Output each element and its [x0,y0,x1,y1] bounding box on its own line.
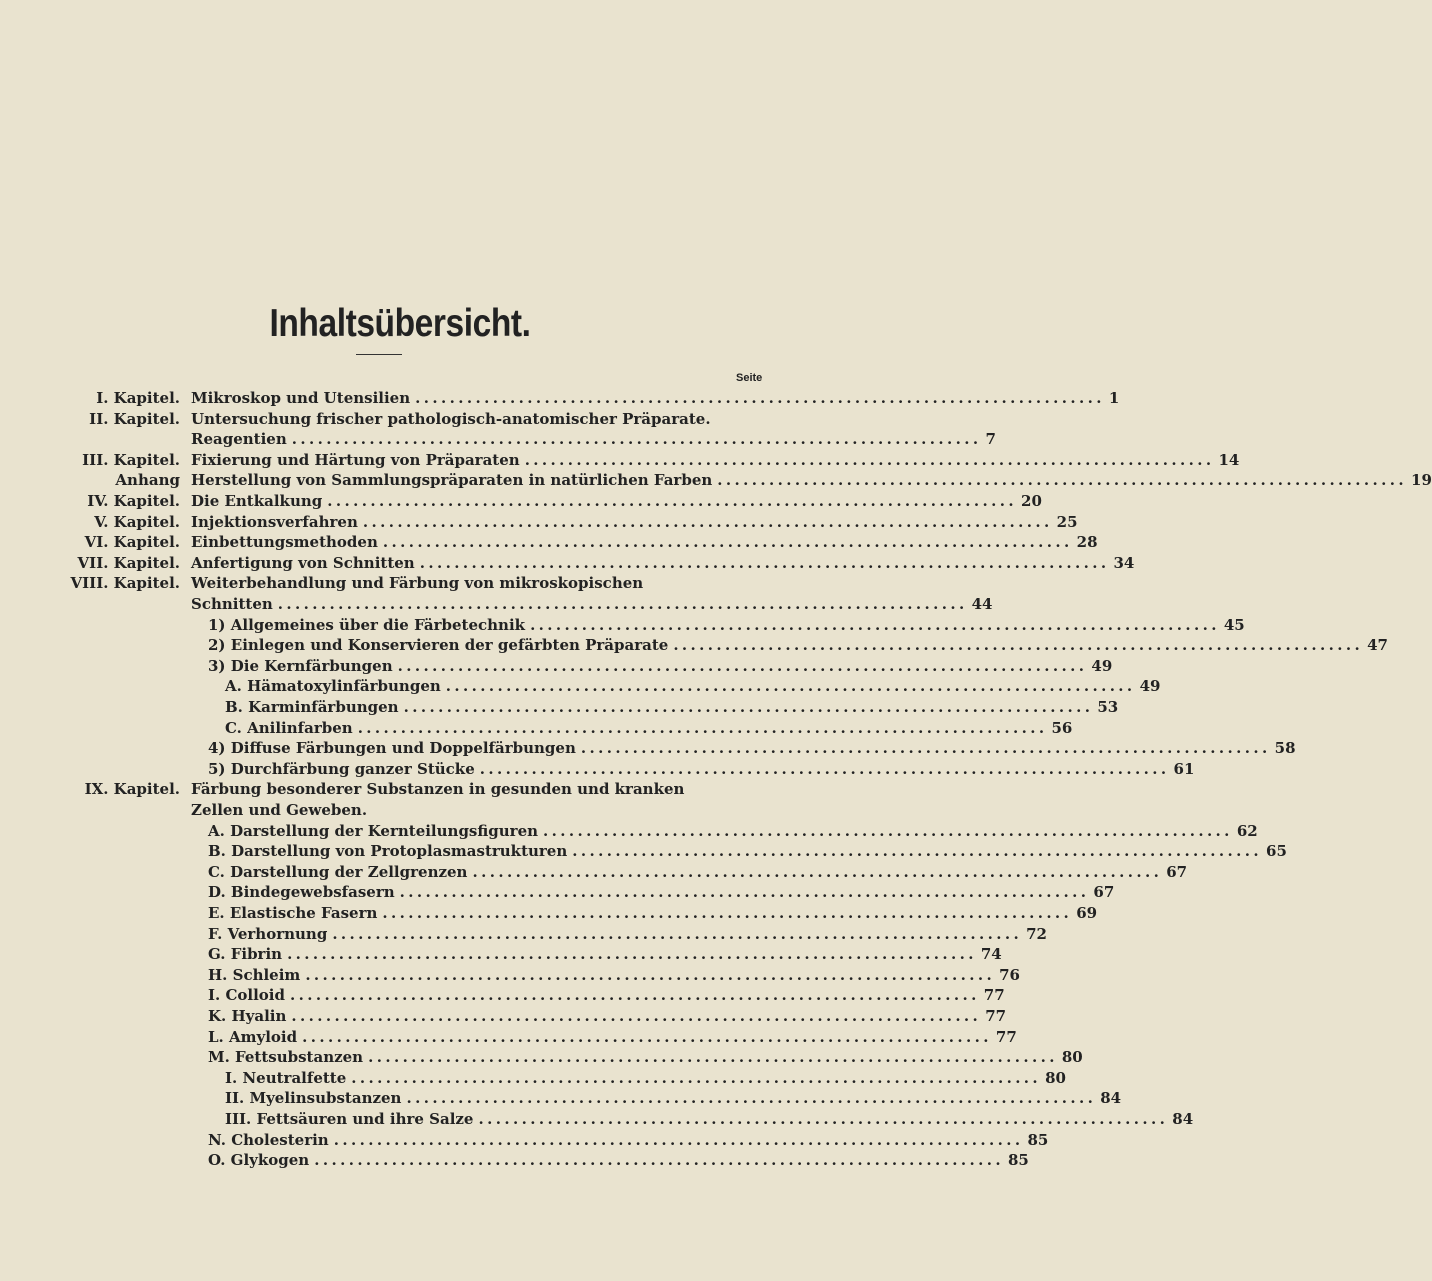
toc-page-number: 76 [999,965,1020,984]
toc-entry-title: G. Fibrin [208,945,283,964]
toc-page-number: 69 [1076,904,1098,922]
toc-row [0,759,1195,779]
toc-entry-title: C. Darstellung der Zellgrenzen [208,862,468,881]
toc-page-number: 25 [1056,512,1078,531]
toc-leader-dots: ................................................................................ [478,1110,1169,1128]
toc-entry-title: Reagentien [191,430,287,449]
toc-page-number: 74 [980,945,1002,964]
toc-entry-title: K. Hyalin [208,1007,287,1025]
toc-page-number: 77 [995,1027,1017,1046]
toc-entry-title: Fixierung und Härtung von Präparaten [191,450,520,469]
toc-chapter-label: Anhang [115,471,180,490]
toc-leader-dots: ................................................................................ [717,471,1408,490]
toc-page-number: 72 [1026,924,1047,943]
toc-leader-dots: ................................................................................ [287,945,977,964]
toc-entry-title: Untersuchung frischer pathologisch-anatomischer Präparate. [191,409,711,428]
toc-row [0,470,1432,490]
toc-entry-title: I. Neutralfette [225,1068,347,1087]
toc-leader-dots: ................................................................................ [327,492,1018,510]
toc-page-number: 67 [1093,883,1115,902]
toc-leader-dots: ................................................................................ [399,883,1090,902]
toc-leader-dots: ................................................................................ [291,430,982,449]
toc-leader-dots: ................................................................................ [382,533,1073,552]
toc-page-number: 1 [1108,389,1120,407]
toc-entry-title: III. Fettsäuren und ihre Salze [225,1110,474,1128]
toc-page-number: 80 [1061,1048,1083,1067]
toc-row [0,800,800,820]
toc-entry-title: F. Verhornung [208,924,328,943]
toc-leader-dots: ................................................................................ [357,718,1048,737]
toc-row [0,615,1245,635]
toc-row [0,882,1115,902]
toc-leader-dots: ................................................................................ [406,1089,1097,1108]
toc-entry-title: I. Colloid [208,986,285,1005]
toc-row [0,429,996,449]
toc-chapter-label: I. Kapitel. [96,389,180,407]
toc-leader-dots: ................................................................................ [302,1027,992,1046]
toc-leader-dots: ................................................................................ [580,739,1271,758]
toc-entry-title: Injektionsverfahren [191,512,358,531]
toc-leader-dots: ................................................................................ [305,965,996,984]
toc-entry-title: A. Hämatoxylinfärbungen [225,677,441,696]
toc-entry-title: Herstellung von Sammlungspräparaten in natürlichen Farben [191,471,713,490]
toc-entry-title: Färbung besonderer Substanzen in gesunden und kranken [191,780,685,799]
toc-row [0,491,1042,511]
toc-leader-dots: ................................................................................ [291,1007,982,1025]
toc-entry-title: 4) Diffuse Färbungen und Doppelfärbungen [208,739,576,758]
toc-page-number: 49 [1139,677,1161,696]
toc-row [0,697,1119,717]
toc-chapter-label: V. Kapitel. [94,512,180,531]
toc-row [0,965,1020,985]
page-column-label: Seite [736,372,763,384]
page-title: Inhaltsübersicht. [269,302,531,345]
toc-row [0,821,1258,841]
toc-leader-dots: ................................................................................ [332,924,1023,943]
toc-entry-title: Einbettungsmethoden [191,533,378,552]
toc-page-number: 77 [985,1007,1007,1025]
toc-row [0,676,1161,696]
toc-page-number: 62 [1236,821,1258,840]
toc-leader-dots: ................................................................................ [368,1048,1058,1067]
toc-page-number: 65 [1266,842,1287,861]
toc-row [0,1150,1029,1170]
toc-row [0,1027,1017,1047]
toc-page-number: 19 [1411,471,1432,490]
toc-row [0,1088,1122,1108]
toc-chapter-label: VIII. Kapitel. [70,574,180,593]
toc-page-number: 84 [1172,1110,1194,1128]
toc-row [0,553,1135,573]
toc-leader-dots: ................................................................................ [445,677,1136,696]
toc-leader-dots: ................................................................................ [472,862,1163,881]
toc-leader-dots: ................................................................................ [382,904,1073,922]
toc-entry-title: M. Fettsubstanzen [208,1048,364,1067]
toc-page-number: 45 [1223,615,1245,634]
toc-leader-dots: ................................................................................ [290,986,980,1005]
toc-leader-dots: ................................................................................ [277,595,968,613]
toc-leader-dots: ................................................................................ [530,615,1220,634]
toc-page-number: 14 [1218,450,1240,469]
toc-entry-title: Weiterbehandlung und Färbung von mikroskopischen [191,574,644,593]
toc-page-number: 80 [1045,1068,1066,1087]
toc-entry-title: 3) Die Kernfärbungen [208,656,393,675]
toc-entry-title: O. Glykogen [208,1151,310,1170]
toc-leader-dots: ................................................................................ [524,450,1215,469]
toc-chapter-label: IV. Kapitel. [87,492,180,510]
toc-chapter-label: III. Kapitel. [82,450,180,469]
toc-leader-dots: ................................................................................ [403,698,1094,716]
toc-leader-dots: ................................................................................ [572,842,1263,861]
toc-page-number: 67 [1166,862,1188,881]
toc-chapter-label: VII. Kapitel. [77,553,180,572]
toc-entry-title: 1) Allgemeines über die Färbetechnik [208,615,526,634]
toc-leader-dots: ................................................................................ [673,636,1364,655]
toc-chapter-label: VI. Kapitel. [84,533,180,552]
toc-entry-title: A. Darstellung der Kernteilungsfiguren [208,821,539,840]
toc-row [0,656,1113,676]
toc-leader-dots: ................................................................................ [543,821,1233,840]
toc-chapter-label: IX. Kapitel. [84,780,180,799]
toc-page-number: 47 [1367,636,1388,655]
toc-row [0,1047,1083,1067]
toc-entry-title: L. Amyloid [208,1027,298,1046]
toc-row [0,924,1047,944]
toc-entry-title: 5) Durchfärbung ganzer Stücke [208,759,475,778]
toc-page-number: 28 [1076,533,1098,552]
toc-row [0,841,1287,861]
toc-leader-dots: ................................................................................ [351,1068,1042,1087]
toc-row [0,718,1073,738]
toc-row [0,594,993,614]
toc-entry-title: Zellen und Geweben. [191,801,368,819]
toc-row [0,1130,1049,1150]
toc-page-number: 20 [1021,492,1042,510]
toc-leader-dots: ................................................................................ [397,656,1088,675]
toc-page-number: 53 [1097,698,1119,716]
toc-row [0,944,1002,964]
toc-row [0,862,1188,882]
title-divider [356,354,402,355]
toc-page-number: 77 [983,986,1005,1005]
toc-row [0,388,1120,408]
toc-leader-dots: ................................................................................ [314,1151,1004,1170]
toc-entry-title: N. Cholesterin [208,1130,329,1149]
toc-page-number: 7 [985,430,996,449]
toc-row [0,985,1005,1005]
toc-entry-title: Die Entkalkung [191,492,323,510]
toc-row [0,635,1388,655]
toc-row [0,1068,1066,1088]
toc-row [0,512,1078,532]
toc-row [0,1109,1194,1129]
toc-entry-title: B. Darstellung von Protoplasmastrukturen [208,842,568,861]
toc-row [0,450,1240,470]
toc-row [0,779,800,799]
toc-page-number: 44 [971,595,993,613]
toc-page-number: 85 [1027,1130,1049,1149]
toc-leader-dots: ................................................................................ [415,389,1105,407]
toc-row [0,903,1098,923]
toc-page-number: 49 [1091,656,1113,675]
toc-entry-title: II. Myelinsubstanzen [225,1089,402,1108]
toc-entry-title: Mikroskop und Utensilien [191,389,411,407]
toc-page-number: 85 [1007,1151,1029,1170]
toc-row [0,738,1296,758]
toc-entry-title: Schnitten [191,595,273,613]
toc-leader-dots: ................................................................................ [419,553,1110,572]
toc-entry-title: 2) Einlegen und Konservieren der gefärbten Präparate [208,636,669,655]
toc-row [0,409,800,429]
toc-page-number: 61 [1173,759,1195,778]
toc-leader-dots: ................................................................................ [479,759,1170,778]
toc-entry-title: H. Schleim [208,965,301,984]
toc-page-number: 84 [1100,1089,1122,1108]
toc-row [0,1006,1007,1026]
toc-entry-title: B. Karminfärbungen [225,698,399,716]
toc-row [0,532,1098,552]
toc-leader-dots: ................................................................................ [362,512,1053,531]
toc-entry-title: D. Bindegewebsfasern [208,883,395,902]
toc-entry-title: E. Elastische Fasern [208,904,378,922]
toc-leader-dots: ................................................................................ [333,1130,1024,1149]
toc-row [0,573,800,593]
toc-chapter-label: II. Kapitel. [89,409,180,428]
toc-page-number: 34 [1113,553,1135,572]
toc-entry-title: Anfertigung von Schnitten [191,553,415,572]
toc-entry-title: C. Anilinfarben [225,718,353,737]
toc-page-number: 56 [1051,718,1073,737]
toc-page-number: 58 [1274,739,1296,758]
